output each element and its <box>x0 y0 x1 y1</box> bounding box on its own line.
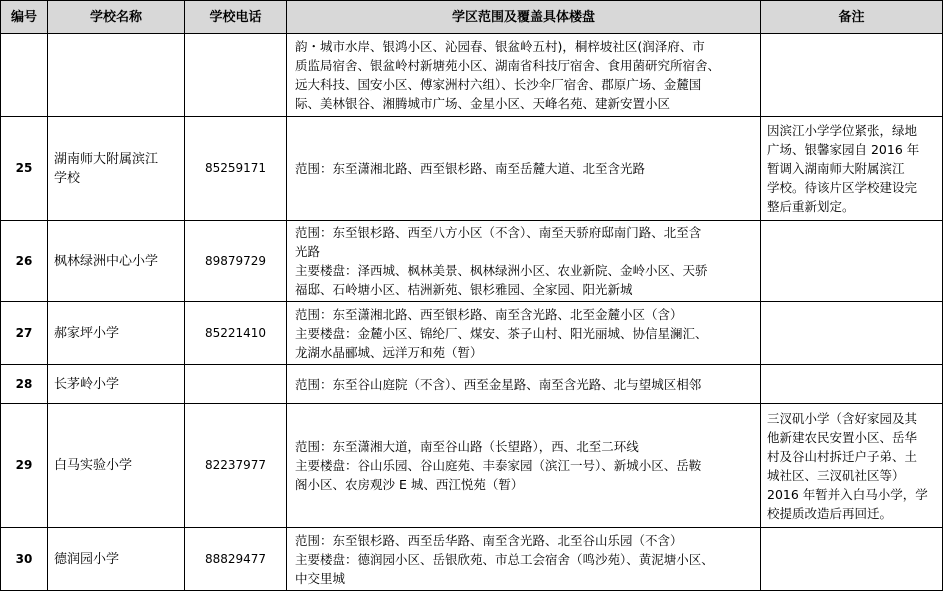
remarks-line: 他新建农民安置小区、岳华 <box>767 429 918 445</box>
row-number: 28 <box>1 365 48 404</box>
scope-line: 范围：东至银杉路、西至八方小区（不含）、南至天骄府邸南门路、北至含 <box>295 225 702 240</box>
remarks-line: 城社区、三汊矶社区等） <box>767 467 905 483</box>
school-name-line: 郝家坪小学 <box>54 325 120 341</box>
remarks <box>761 528 943 591</box>
row-number: 25 <box>1 117 48 221</box>
school-name <box>48 365 185 404</box>
scope-line: 主要楼盘：泽西城、枫林美景、枫林绿洲小区、农业新院、金岭小区、天骄 <box>295 263 708 278</box>
header-school-phone: 学校电话 <box>185 1 287 34</box>
district-scope <box>287 365 761 404</box>
school-phone <box>185 34 287 117</box>
remarks-line: 校提质改造后再回迁。 <box>767 505 893 521</box>
school-phone: 82237977 <box>185 404 287 528</box>
remarks <box>761 302 943 365</box>
scope-line: 际、美林银谷、湘腾城市广场、金星小区、天峰名苑、建新安置小区 <box>295 96 671 111</box>
scope-line: 阁小区、农房观沙 E 城、西江悦苑（暂） <box>295 477 524 492</box>
remarks <box>761 365 943 404</box>
district-scope <box>287 302 761 365</box>
row-number: 26 <box>1 221 48 302</box>
scope-line: 主要楼盘：谷山乐园、谷山庭苑、丰泰家园（滨江一号）、新城小区、岳鞍 <box>295 458 702 473</box>
remarks-line: 广场、银馨家园自 2016 年 <box>767 142 920 157</box>
row-number <box>1 34 48 117</box>
remarks-line: 因滨江小学学位紧张，绿地 <box>767 123 918 138</box>
remarks-line: 三汊矶小学（含好家园及其 <box>767 410 918 426</box>
scope-line: 中交里城 <box>295 570 346 586</box>
school-name-line: 学校 <box>54 170 81 186</box>
row-number: 29 <box>1 404 48 528</box>
district-scope <box>287 528 761 591</box>
scope-line: 范围：东至银杉路、西至岳华路、南至含光路、北至谷山乐园（不含） <box>295 532 683 548</box>
district-scope <box>287 221 761 302</box>
scope-line: 龙湖水晶郦城、远洋万和苑（暂） <box>295 344 483 360</box>
table-row <box>1 404 943 528</box>
school-name <box>48 528 185 591</box>
remarks-line: 村及谷山村拆迁户子弟、土 <box>767 448 918 464</box>
scope-line: 福邸、石岭塘小区、桔洲新苑、银杉雅园、全家园、阳光新城 <box>295 282 633 297</box>
school-name <box>48 117 185 221</box>
scope-line: 范围：东至谷山庭院（不含）、西至金星路、南至含光路、北与望城区相邻 <box>295 376 702 392</box>
table-header-row <box>1 1 943 34</box>
remarks-line: 学校。待该片区学校建设完 <box>767 180 918 195</box>
table-row <box>1 528 943 591</box>
school-name-line: 白马实验小学 <box>54 458 133 473</box>
header-remarks: 备注 <box>761 1 943 34</box>
scope-line: 韵・城市水岸、银鸿小区、沁园春、银盆岭五村)，桐梓坡社区(润泽府、市 <box>295 39 705 54</box>
school-phone: 85259171 <box>185 117 287 221</box>
school-name <box>48 404 185 528</box>
scope-line: 远大科技、国安小区、傅家洲村六组）、长沙伞厂宿舍、郡原广场、金麓国 <box>295 77 702 92</box>
school-name-line: 枫林绿洲中心小学 <box>54 253 159 269</box>
school-name-line: 德润园小学 <box>54 551 120 567</box>
school-name-line: 湖南师大附属滨江 <box>54 151 159 167</box>
school-name <box>48 221 185 302</box>
district-scope <box>287 117 761 221</box>
district-scope <box>287 34 761 117</box>
school-name-line: 长茅岭小学 <box>54 376 120 392</box>
header-district-scope: 学区范围及覆盖具体楼盘 <box>287 1 761 34</box>
header-school-name: 学校名称 <box>48 1 185 34</box>
scope-line: 范围：东至潇湘大道，南至谷山路（长望路），西、北至二环线 <box>295 439 639 454</box>
district-scope <box>287 404 761 528</box>
school-phone: 89879729 <box>185 221 287 302</box>
school-phone: 88829477 <box>185 528 287 591</box>
scope-line: 质监局宿舍、银盆岭村新塘苑小区、湖南省科技厅宿舍、食用菌研究所宿舍、 <box>295 58 721 73</box>
remarks-line: 2016 年暂并入白马小学，学 <box>767 486 928 502</box>
remarks <box>761 221 943 302</box>
header-number: 编号 <box>1 1 48 34</box>
school-name <box>48 302 185 365</box>
scope-line: 范围：东至潇湘北路、西至银杉路、南至含光路、北至金麓小区（含） <box>295 306 683 322</box>
scope-line: 范围：东至潇湘北路、西至银杉路、南至岳麓大道、北至含光路 <box>295 161 646 176</box>
remarks <box>761 34 943 117</box>
remarks <box>761 117 943 221</box>
table-row <box>1 34 943 117</box>
row-number: 30 <box>1 528 48 591</box>
row-number: 27 <box>1 302 48 365</box>
remarks-line: 暂调入湖南师大附属滨江 <box>767 161 905 176</box>
school-name <box>48 34 185 117</box>
school-phone: 85221410 <box>185 302 287 365</box>
scope-line: 主要楼盘：金麓小区、锦纶厂、煤安、茶子山村、阳光丽城、协信星澜汇、 <box>295 325 708 341</box>
remarks <box>761 404 943 528</box>
scope-line: 主要楼盘：德润园小区、岳银欣苑、市总工会宿舍（鸣沙苑）、黄泥塘小区、 <box>295 551 714 567</box>
table-row <box>1 221 943 302</box>
table-row <box>1 302 943 365</box>
table-row <box>1 117 943 221</box>
scope-line: 光路 <box>295 244 321 259</box>
remarks-line: 整后重新划定。 <box>767 199 855 214</box>
table-row <box>1 365 943 404</box>
school-phone <box>185 365 287 404</box>
